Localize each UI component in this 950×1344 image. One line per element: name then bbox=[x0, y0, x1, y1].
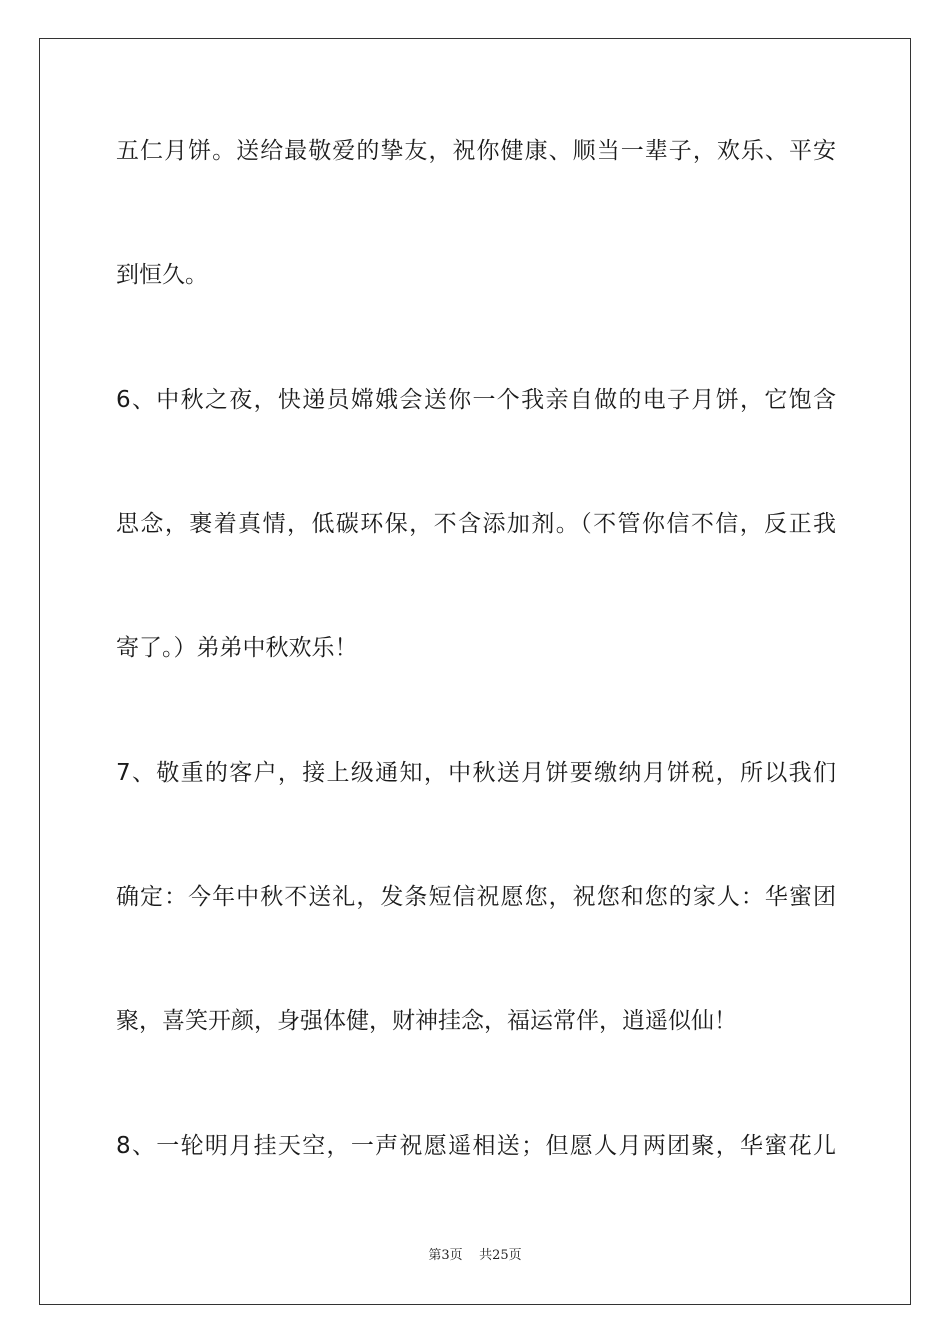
page-total: 共25页 bbox=[479, 1248, 522, 1263]
text-line: 7、敬重的客户，接上级通知，中秋送月饼要缴纳月饼税，所以我们 bbox=[116, 760, 836, 786]
text-line: 到恒久。 bbox=[116, 262, 208, 288]
text-line: 思念，裹着真情，低碳环保，不含添加剂。（不管你信不信，反正我 bbox=[116, 511, 836, 537]
text-line: 五仁月饼。送给最敬爱的挚友，祝你健康、顺当一辈子，欢乐、平安 bbox=[116, 138, 836, 164]
text-line: 寄了。）弟弟中秋欢乐！ bbox=[116, 635, 358, 661]
text-line: 8、一轮明月挂天空，一声祝愿遥相送；但愿人月两团聚，华蜜花儿 bbox=[116, 1133, 836, 1159]
page-footer bbox=[0, 1247, 950, 1265]
text-line: 聚，喜笑开颜，身强体健，财神挂念，福运常伴，逍遥似仙！ bbox=[116, 1008, 737, 1034]
page-border bbox=[39, 38, 911, 1305]
text-line: 确定：今年中秋不送礼，发条短信祝愿您，祝您和您的家人：华蜜团 bbox=[116, 884, 836, 910]
text-line: 6、中秋之夜，快递员嫦娥会送你一个我亲自做的电子月饼，它饱含 bbox=[116, 387, 836, 413]
page-number: 第3页 bbox=[428, 1248, 463, 1263]
